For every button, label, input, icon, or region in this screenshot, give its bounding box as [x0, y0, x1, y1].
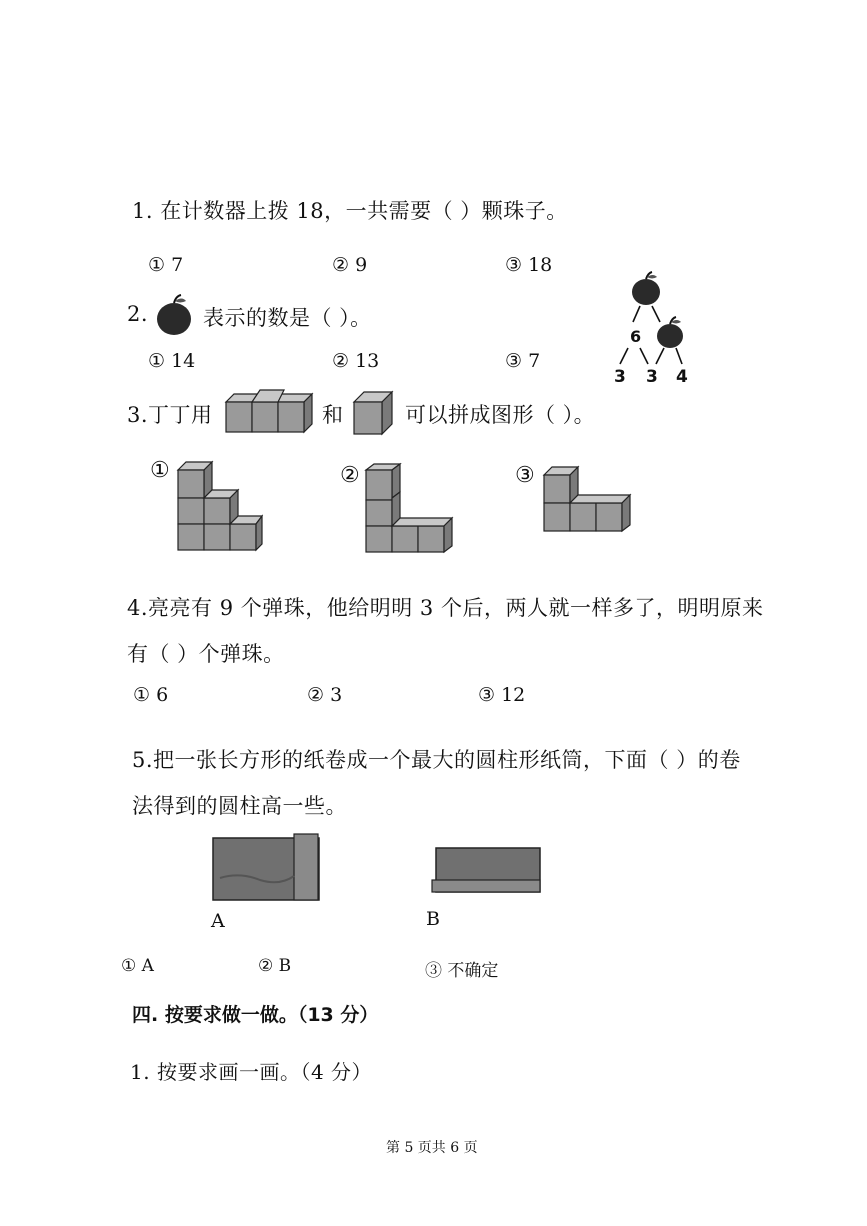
q1-option-2: ② 9: [332, 254, 368, 276]
q5-label-b: B: [426, 908, 440, 930]
q5-option-1: ① A: [121, 956, 154, 976]
tree-label-3a: 3: [614, 367, 626, 387]
section4-item1: 1. 按要求画一画。（4 分）: [130, 1060, 373, 1084]
q5-option-3: ③ 不确定: [425, 961, 499, 981]
tree-label-4: 4: [676, 367, 688, 387]
q1-option-3: ③ 18: [505, 254, 553, 276]
rolled-paper-b-figure: [430, 846, 542, 896]
q3-suffix: 可以拼成图形（ ）。: [405, 403, 596, 427]
q3-option-label-2: ②: [340, 463, 360, 488]
q2-number: 2.: [127, 302, 149, 326]
q3-shape-2: [362, 462, 454, 554]
number-tree-diagram: [600, 268, 710, 390]
q5-option-2: ② B: [258, 956, 292, 976]
page-footer: 第 5 页共 6 页: [386, 1140, 478, 1156]
q4-line2: 有（ ）个弹珠。: [127, 642, 285, 666]
three-cube-row-figure: [224, 388, 314, 434]
rolled-paper-a-figure: [210, 832, 322, 902]
single-cube-figure: [352, 390, 394, 436]
q3-option-label-3: ③: [515, 463, 535, 488]
q2-option-3: ③ 7: [505, 350, 541, 372]
q4-line1: 4.亮亮有 9 个弹珠，他给明明 3 个后，两人就一样多了，明明原来: [127, 596, 764, 620]
q4-option-2: ② 3: [307, 684, 343, 706]
q2-option-1: ① 14: [148, 350, 196, 372]
tree-label-6: 6: [630, 327, 642, 346]
q2-option-2: ② 13: [332, 350, 380, 372]
q3-prefix: 3.丁丁用: [127, 403, 213, 427]
q1-text: 1. 在计数器上拨 18，一共需要（ ）颗珠子。: [132, 199, 568, 223]
section4-title: 四. 按要求做一做。（13 分）: [132, 1004, 379, 1026]
q3-shape-3: [540, 465, 632, 535]
tree-middle-apple-icon: [657, 317, 683, 348]
q3-option-label-1: ①: [150, 458, 170, 483]
q2-text: 表示的数是（ ）。: [203, 306, 372, 330]
q1-option-1: ① 7: [148, 254, 184, 276]
q5-line2: 法得到的圆柱高一些。: [132, 794, 347, 818]
q4-option-3: ③ 12: [478, 684, 526, 706]
tree-label-3b: 3: [646, 367, 658, 387]
q3-middle: 和: [322, 403, 344, 427]
apple-icon: [154, 293, 194, 337]
q3-shape-1: [172, 460, 264, 552]
q5-label-a: A: [211, 910, 225, 932]
q5-line1: 5.把一张长方形的纸卷成一个最大的圆柱形纸筒，下面（ ）的卷: [132, 748, 741, 772]
tree-top-apple-icon: [632, 272, 660, 305]
q4-option-1: ① 6: [133, 684, 169, 706]
